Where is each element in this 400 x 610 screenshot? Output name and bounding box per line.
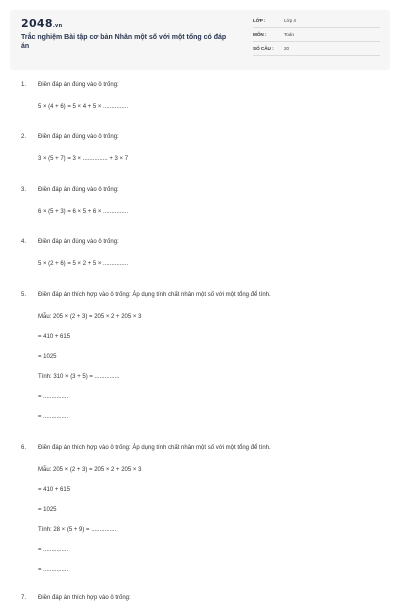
question-number: 1.	[21, 82, 27, 88]
question-line: = 410 + 615	[38, 487, 71, 493]
meta-label: MÔN :	[253, 32, 267, 37]
question-line: Tính: 28 × (5 + 9) = ...............	[38, 527, 117, 533]
question-line: = ...............	[38, 547, 69, 553]
question-line: = 410 + 615	[38, 334, 71, 340]
question-line: 6 × (5 + 3) = 6 × 5 + 6 × ...............	[38, 209, 129, 215]
question-line: 5 × (2 + 6) = 5 × 2 + 5 × ...............	[38, 261, 129, 267]
question-number: 6.	[21, 445, 27, 451]
question-line: = ...............	[38, 394, 69, 400]
question-line: = ...............	[38, 414, 69, 420]
question-prompt: Điền đáp án đúng vào ô trống:	[38, 187, 119, 193]
question-number: 7.	[21, 595, 27, 601]
meta-question-count	[253, 44, 380, 56]
logo-main: 2048	[21, 17, 53, 30]
document-title: Trắc nghiệm Bài tập cơ bản Nhân một số với một tổng có đáp án	[21, 34, 227, 50]
question-prompt: Điền đáp án đúng vào ô trống:	[38, 134, 119, 140]
question-line: 5 × (4 + 6) = 5 × 4 + 5 × ...............	[38, 104, 129, 110]
question-prompt: Điền đáp án thích hợp vào ô trống: Áp dụng tính chất nhân một số với một tổng để tính.	[38, 445, 271, 451]
meta-grade	[253, 16, 380, 28]
meta-value: Toán	[284, 32, 294, 37]
question-line: Tính: 310 × (3 + 5) = ...............	[38, 374, 120, 380]
logo-suffix: .vn	[52, 23, 63, 29]
meta-label: SỐ CÂU :	[253, 46, 274, 51]
question-prompt: Điền đáp án thích hợp vào ô trống:	[38, 595, 131, 601]
question-line: Mẫu: 205 × (2 + 3) = 205 × 2 + 205 × 3	[38, 314, 142, 320]
site-logo[interactable]	[21, 17, 62, 30]
question-prompt: Điền đáp án đúng vào ô trống:	[38, 239, 119, 245]
question-line: = ...............	[38, 567, 69, 573]
question-number: 4.	[21, 239, 27, 245]
meta-subject	[253, 30, 380, 42]
worksheet-page	[10, 10, 390, 610]
meta-label: LỚP :	[253, 18, 266, 23]
question-number: 5.	[21, 292, 27, 298]
meta-value: Lớp 4	[284, 18, 296, 23]
question-line: Mẫu: 205 × (2 + 3) = 205 × 2 + 205 × 3	[38, 467, 142, 473]
question-number: 2.	[21, 134, 27, 140]
question-line: = 1025	[38, 507, 57, 513]
question-prompt: Điền đáp án đúng vào ô trống:	[38, 82, 119, 88]
question-line: 3 × (5 + 7) = 3 × ............... + 3 × 7	[38, 156, 129, 162]
meta-value: 20	[284, 46, 290, 51]
question-line: = 1025	[38, 354, 57, 360]
worksheet-header	[10, 10, 390, 70]
question-number: 3.	[21, 187, 27, 193]
question-prompt: Điền đáp án thích hợp vào ô trống: Áp dụng tính chất nhân một số với một tổng để tính.	[38, 292, 271, 298]
